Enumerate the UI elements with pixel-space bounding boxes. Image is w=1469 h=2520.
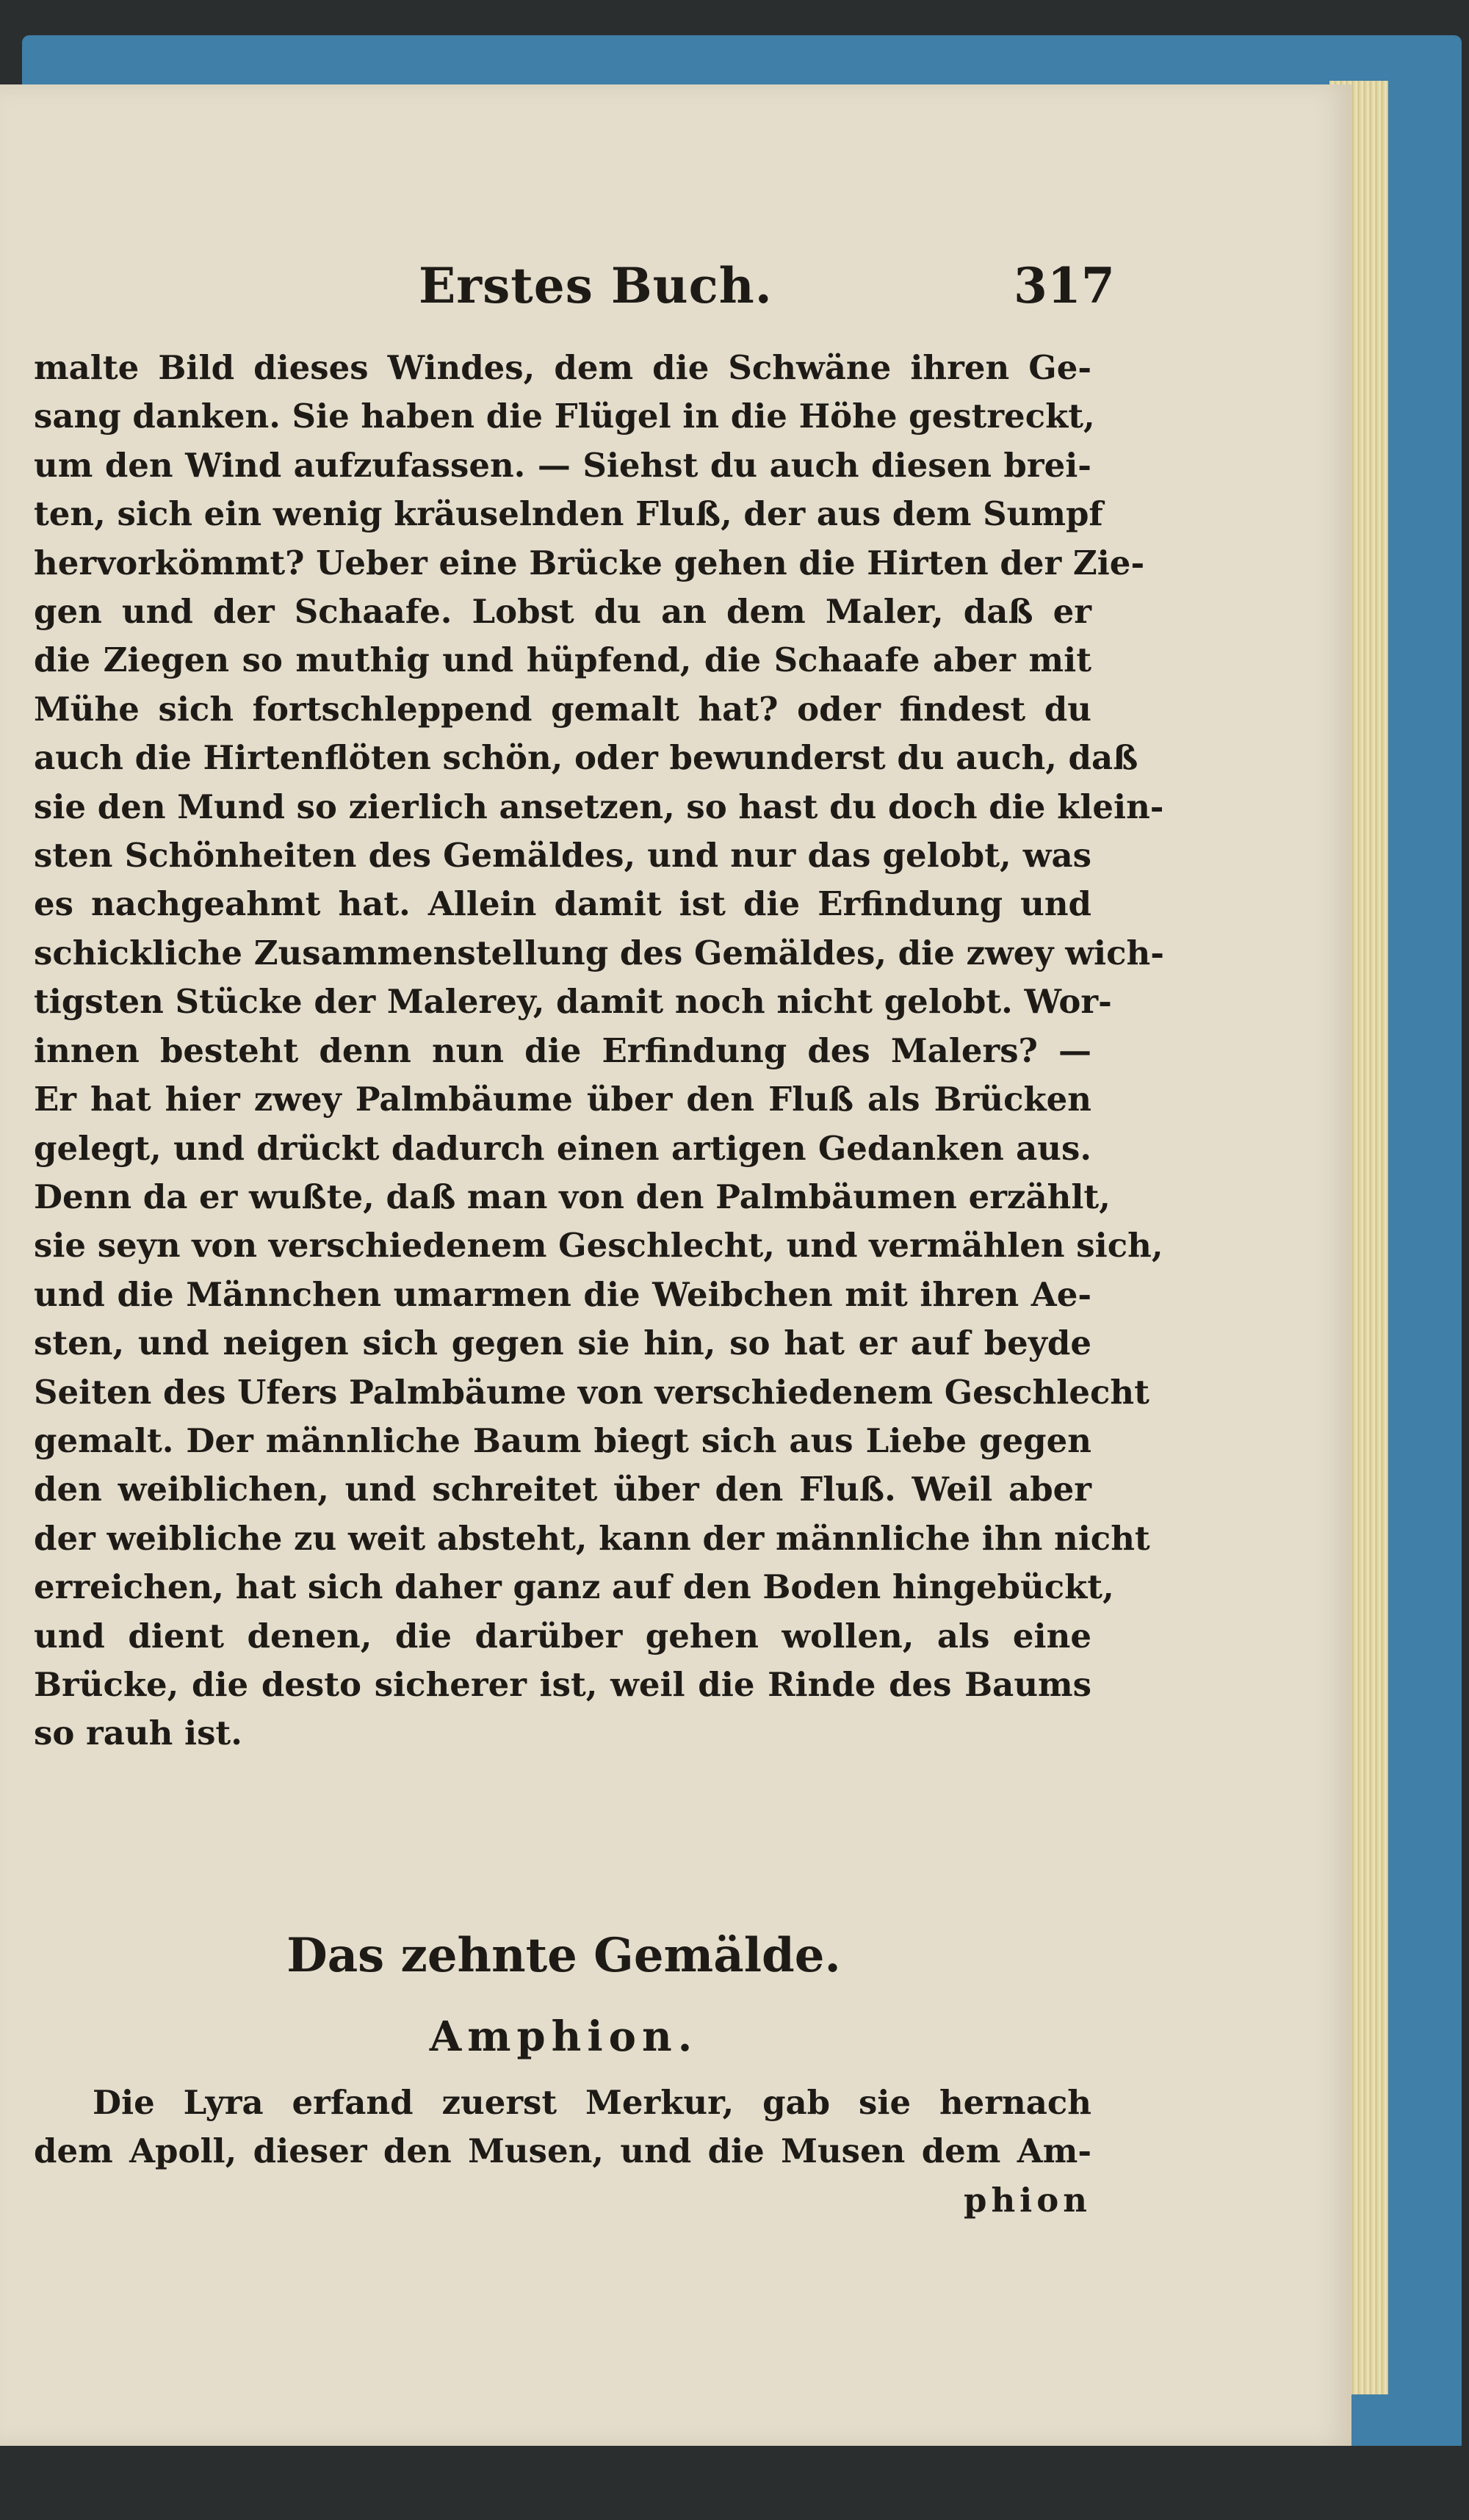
text-line: Brücke, die desto sicherer ist, weil die Rinde des Baums: [34, 1664, 1091, 1704]
section-title: Das zehnte Gemälde.: [286, 1928, 841, 1983]
text-line: es nachgeahmt hat. Allein damit ist die Erfindung und: [34, 884, 1091, 924]
text-line: Mühe sich fortschleppend gemalt hat? oder findest du: [34, 689, 1091, 729]
text-line: hervorkömmt? Ueber eine Brücke gehen die Hirten der Zie-: [34, 543, 1145, 582]
text-line: gelegt, und drückt dadurch einen artigen Gedanken aus.: [34, 1128, 1091, 1168]
text-line: sie den Mund so zierlich ansetzen, so hast du doch die klein-: [34, 787, 1164, 826]
page-header: [0, 257, 1351, 323]
text-line: dem Apoll, dieser den Musen, und die Musen dem Am-: [34, 2131, 1091, 2171]
text-line: gen und der Schaafe. Lobst du an dem Maler, daß er: [34, 592, 1091, 632]
text-line: um den Wind aufzufassen. — Siehst du auch diesen brei-: [34, 445, 1091, 485]
background-strip: [0, 2446, 1469, 2520]
text-line: und dient denen, die darüber gehen wollen, als eine: [34, 1616, 1091, 1656]
text-line: und die Männchen umarmen die Weibchen mit ihren Ae-: [34, 1274, 1091, 1314]
section-text: [34, 2079, 1091, 2225]
text-line: sten, und neigen sich gegen sie hin, so hat er auf beyde: [34, 1324, 1091, 1363]
text-line: Seiten des Ufers Palmbäume von verschiedenem Geschlecht: [34, 1372, 1149, 1412]
text-line: auch die Hirtenflöten schön, oder bewunderst du auch, daß: [34, 738, 1138, 778]
text-line: gemalt. Der männliche Baum biegt sich aus Liebe gegen: [34, 1420, 1091, 1460]
text-line: der weibliche zu weit absteht, kann der männliche ihn nicht: [34, 1518, 1150, 1558]
running-title: Erstes Buch.: [419, 257, 773, 314]
text-line: tigsten Stücke der Malerey, damit noch nicht gelobt. Wor-: [34, 982, 1112, 1022]
text-line: den weiblichen, und schreitet über den Fluß. Weil aber: [34, 1470, 1091, 1509]
catchword: phion: [963, 2180, 1091, 2220]
text-line: innen besteht denn nun die Erfindung des Malers? —: [34, 1030, 1091, 1070]
text-line: sang danken. Sie haben die Flügel in die Höhe gestreckt,: [34, 397, 1095, 436]
text-line: Die Lyra erfand zuerst Merkur, gab sie hernach: [93, 2083, 1091, 2122]
body-text: [34, 344, 1164, 1758]
text-line: Er hat hier zwey Palmbäume über den Fluß als Brücken: [34, 1080, 1091, 1119]
text-line: erreichen, hat sich daher ganz auf den Boden hingebückt,: [34, 1567, 1114, 1607]
text-line: die Ziegen so muthig und hüpfend, die Schaafe aber mit: [34, 640, 1091, 680]
text-line: schickliche Zusammenstellung des Gemäldes, die zwey wich-: [34, 933, 1164, 972]
text-line: sten Schönheiten des Gemäldes, und nur das gelobt, was: [34, 836, 1091, 875]
text-line: sie seyn von verschiedenem Geschlecht, und vermählen sich,: [34, 1226, 1163, 1266]
text-line: so rauh ist.: [34, 1714, 242, 1753]
section-subtitle: Amphion.: [429, 2012, 699, 2061]
page-number: 317: [1014, 257, 1115, 314]
text-line: ten, sich ein wenig kräuselnden Fluß, der aus dem Sumpf: [34, 494, 1103, 534]
text-line: malte Bild dieses Windes, dem die Schwäne ihren Ge-: [34, 348, 1091, 387]
text-line: Denn da er wußte, daß man von den Palmbäumen erzählt,: [34, 1177, 1111, 1216]
